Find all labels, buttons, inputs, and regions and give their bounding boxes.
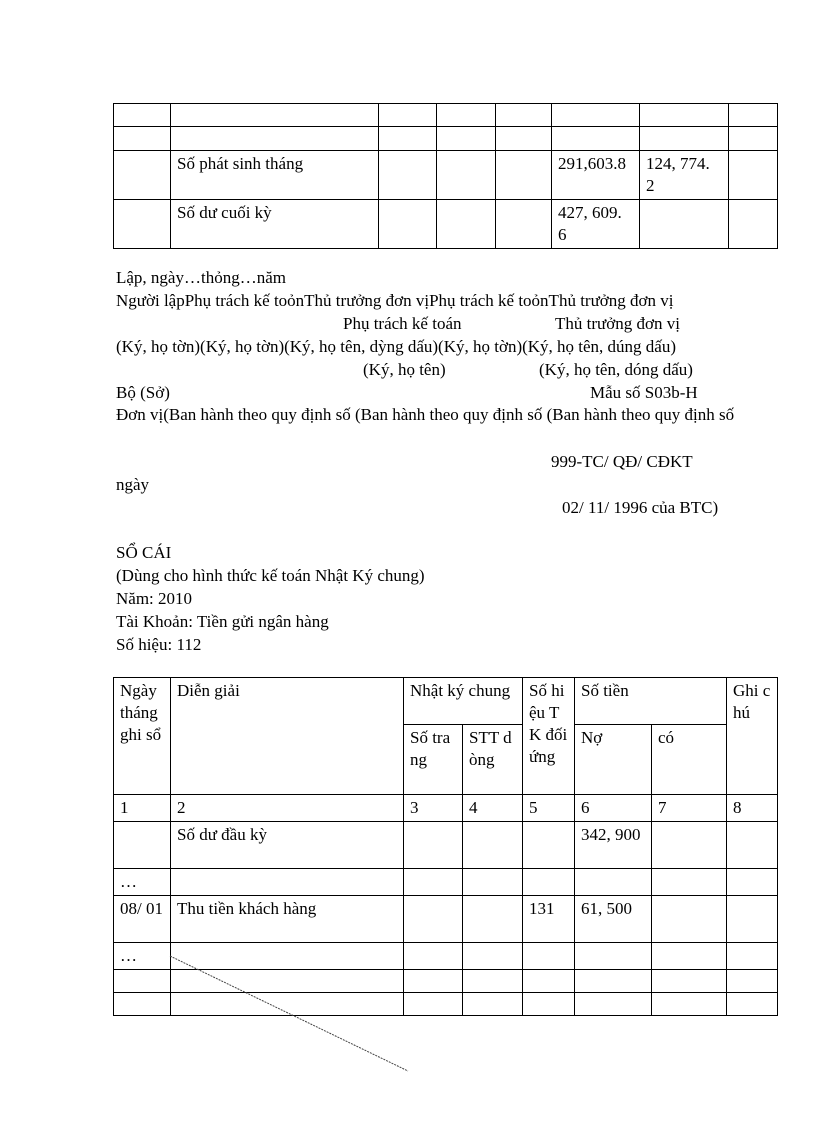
row-label: Số dư cuối kỳ [171, 200, 379, 249]
debit-value: 427, 609. 6 [552, 200, 640, 249]
row-account [523, 822, 575, 869]
header-description: Diễn giải [171, 678, 404, 795]
top-ledger-table [113, 103, 778, 249]
row-debit [575, 869, 652, 896]
column-number: 6 [575, 795, 652, 822]
row-account [523, 943, 575, 970]
row-debit: 61, 500 [575, 896, 652, 943]
row-description [171, 869, 404, 896]
table-row [114, 200, 778, 249]
table-row [114, 127, 778, 151]
header-journal: Nhật ký chung [404, 678, 523, 725]
place-date: Lập, ngày…thỏng…năm [116, 268, 286, 287]
header-account: Số hiệu TK đối ứng [523, 678, 575, 795]
ledger-title: SỔ CÁI [116, 543, 172, 562]
date-value: 02/ 11/ 1996 của BTC) [562, 498, 719, 517]
decision-number: 999-TC/ QĐ/ CĐKT [551, 452, 693, 471]
table-row [114, 869, 778, 896]
header-debit: Nợ [575, 725, 652, 795]
table-row [114, 970, 778, 993]
sign-head: (Ký, họ tên, dóng dấu) [539, 360, 693, 379]
column-number: 4 [463, 795, 523, 822]
column-number: 2 [171, 795, 404, 822]
row-debit [575, 943, 652, 970]
unit-line: Đơn vị(Ban hành theo quy định số (Ban hành theo quy định số (Ban hành theo quy định số [116, 405, 735, 424]
ledger-year: Năm: 2010 [116, 589, 193, 608]
row-date: … [114, 943, 171, 970]
date-label: ngày [116, 475, 150, 494]
column-number: 3 [404, 795, 463, 822]
header-date: Ngày tháng ghi sổ [114, 678, 171, 795]
debit-value: 291,603.8 [552, 151, 640, 200]
ledger-account: Tài Khoản: Tiền gửi ngân hàng [116, 612, 329, 631]
table-row [114, 104, 778, 127]
header-row [114, 678, 778, 725]
row-account: 131 [523, 896, 575, 943]
row-date: … [114, 869, 171, 896]
column-number: 7 [652, 795, 727, 822]
table-row [114, 896, 778, 943]
header-line: STT dòng [463, 725, 523, 795]
row-date [114, 822, 171, 869]
header-amount: Số tiền [575, 678, 727, 725]
row-description: Số dư đầu kỳ [171, 822, 404, 869]
main-ledger-table [113, 677, 778, 1016]
row-debit: 342, 900 [575, 822, 652, 869]
table-row [114, 943, 778, 970]
sign-accountant: (Ký, họ tên) [363, 360, 446, 379]
column-number: 5 [523, 795, 575, 822]
row-description: Thu tiền khách hàng [171, 896, 404, 943]
row-account [523, 869, 575, 896]
header-note: Ghi chú [727, 678, 778, 795]
header-credit: có [652, 725, 727, 795]
column-number: 1 [114, 795, 171, 822]
ministry-label: Bộ (Sở) [116, 383, 170, 402]
role-head: Thủ trưởng đơn vị [555, 314, 680, 333]
role-accountant: Phụ trách kế toán [343, 314, 462, 333]
table-row [114, 993, 778, 1016]
row-date: 08/ 01 [114, 896, 171, 943]
ledger-subtitle: (Dùng cho hình thức kế toán Nhật Ký chung) [116, 566, 425, 585]
column-number-row [114, 795, 778, 822]
table-row [114, 151, 778, 200]
form-number: Mẫu số S03b-H [590, 383, 698, 402]
table-row [114, 822, 778, 869]
sign-line: (Ký, họ tờn)(Ký, họ tờn)(Ký, họ tên, dỳng dấu)(Ký, họ tờn)(Ký, họ tên, dúng dấu) [116, 337, 677, 356]
credit-value: 124, 774. 2 [640, 151, 729, 200]
header-page: Số trang [404, 725, 463, 795]
column-number: 8 [727, 795, 778, 822]
row-label: Số phát sinh tháng [171, 151, 379, 200]
ledger-account-number: Số hiệu: 112 [116, 635, 202, 654]
roles-line: Người lậpPhụ trách kế toỏnThủ trưởng đơn vịPhụ trách kế toỏnThủ trưởng đơn vị [116, 291, 674, 310]
row-description [171, 943, 404, 970]
